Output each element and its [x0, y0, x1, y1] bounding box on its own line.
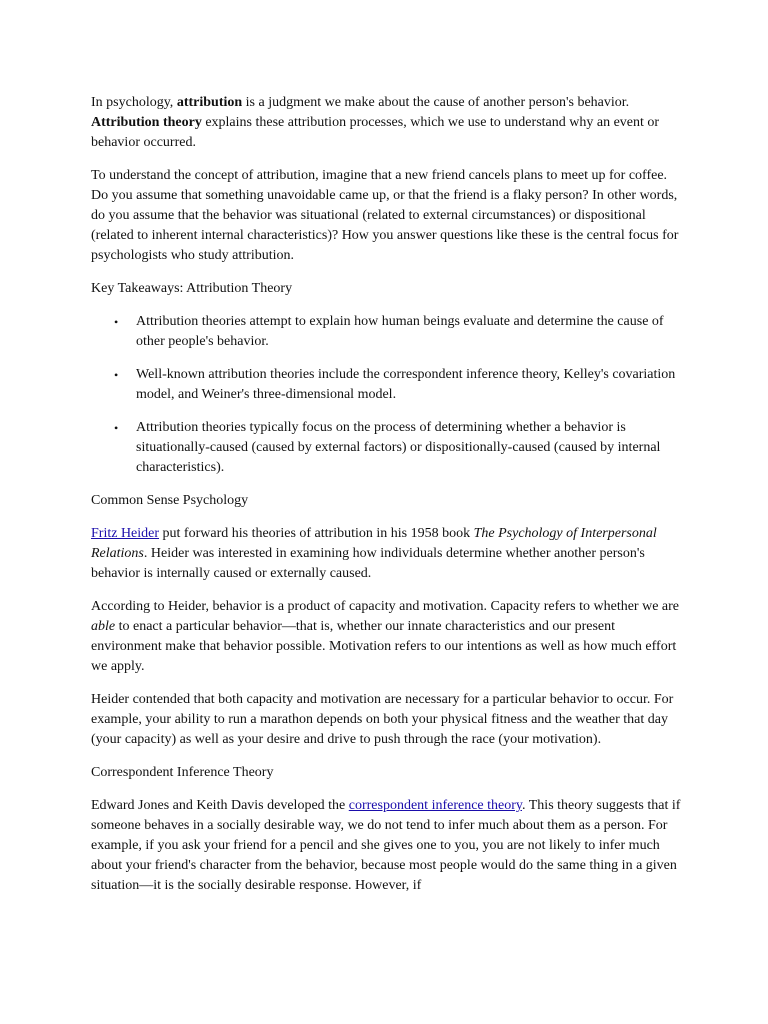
text-run: to enact a particular behavior—that is, whether our innate characteristics and our present environment make that behavior possible. Motivation refers to our intentions as well as how much effort we apply. — [91, 619, 677, 674]
text-run: Edward Jones and Keith Davis developed the — [91, 798, 349, 813]
correspondent-inference-heading: Correspondent Inference Theory — [91, 765, 274, 780]
italic-word-able: able — [91, 619, 116, 634]
list-item — [114, 312, 681, 352]
common-sense-paragraph-2 — [91, 597, 681, 677]
list-item-text: Attribution theories typically focus on the process of determining whether a behavior is situationally-caused (caused by external factors) or dispositionally-caused (caused by internal characteristics). — [136, 420, 661, 475]
document-page — [91, 93, 681, 909]
correspondent-inference-theory-link[interactable]: correspondent inference theory — [348, 798, 522, 813]
intro-paragraph-1 — [91, 93, 681, 153]
bold-term-attribution: attribution — [176, 95, 243, 110]
bold-term-attribution-theory: Attribution theory — [91, 115, 202, 130]
bullet-icon: • — [114, 421, 119, 435]
text-run: In psychology, — [91, 95, 177, 110]
fritz-heider-link[interactable]: Fritz Heider — [91, 526, 160, 541]
list-item — [114, 365, 681, 405]
bullet-icon: • — [114, 315, 119, 329]
bullet-icon: • — [114, 368, 119, 382]
text-run: is a judgment we make about the cause of another person's behavior. — [242, 95, 630, 110]
list-item-text: Attribution theories attempt to explain how human beings evaluate and determine the cause of other people's behavior. — [136, 314, 664, 349]
text-run: According to Heider, behavior is a product of capacity and motivation. Capacity refers to whether we are — [91, 599, 679, 614]
text-run: put forward his theories of attribution in his 1958 book — [159, 526, 474, 541]
common-sense-paragraph-1 — [91, 524, 681, 584]
list-item-text: Well-known attribution theories include the correspondent inference theory, Kelley's covariation model, and Weiner's three-dimensional model. — [136, 367, 676, 402]
intro-paragraph-2: To understand the concept of attribution, imagine that a new friend cancels plans to meet up for coffee. Do you assume that something unavoidable came up, or that the friend is a flaky person? In other words, do you assume that the behavior was situational (related to external circumstances) or dispositional (related to inherent internal characteristics)? How you answer questions like these is the central focus for psychologists who study attribution. — [91, 168, 679, 263]
key-takeaways-heading: Key Takeaways: Attribution Theory — [91, 281, 293, 296]
text-run: explains these attribution processes, which we use to understand why an event or behavior occurred. — [91, 115, 660, 150]
correspondent-paragraph-1 — [91, 796, 681, 896]
book-title: The Psychology of Interpersonal Relations — [91, 526, 657, 561]
text-run: . Heider was interested in examining how individuals determine whether another person's behavior is internally caused or externally caused. — [91, 546, 645, 581]
common-sense-heading: Common Sense Psychology — [91, 493, 249, 508]
text-run: . This theory suggests that if someone behaves in a socially desirable way, we do not tend to infer much about them as a person. For example, if you ask your friend for a pencil and she gives one to you, you are not likely to infer much about your friend's character from the behavior, because most people would do the same thing in a given situation—it is the socially desirable response. However, if — [91, 798, 681, 893]
list-item — [114, 418, 681, 478]
key-takeaways-list — [91, 312, 681, 478]
common-sense-paragraph-3: Heider contended that both capacity and motivation are necessary for a particular behavior to occur. For example, your ability to run a marathon depends on both your physical fitness and the weather that day (your capacity) as well as your desire and drive to push through the race (your motivation). — [91, 692, 674, 747]
